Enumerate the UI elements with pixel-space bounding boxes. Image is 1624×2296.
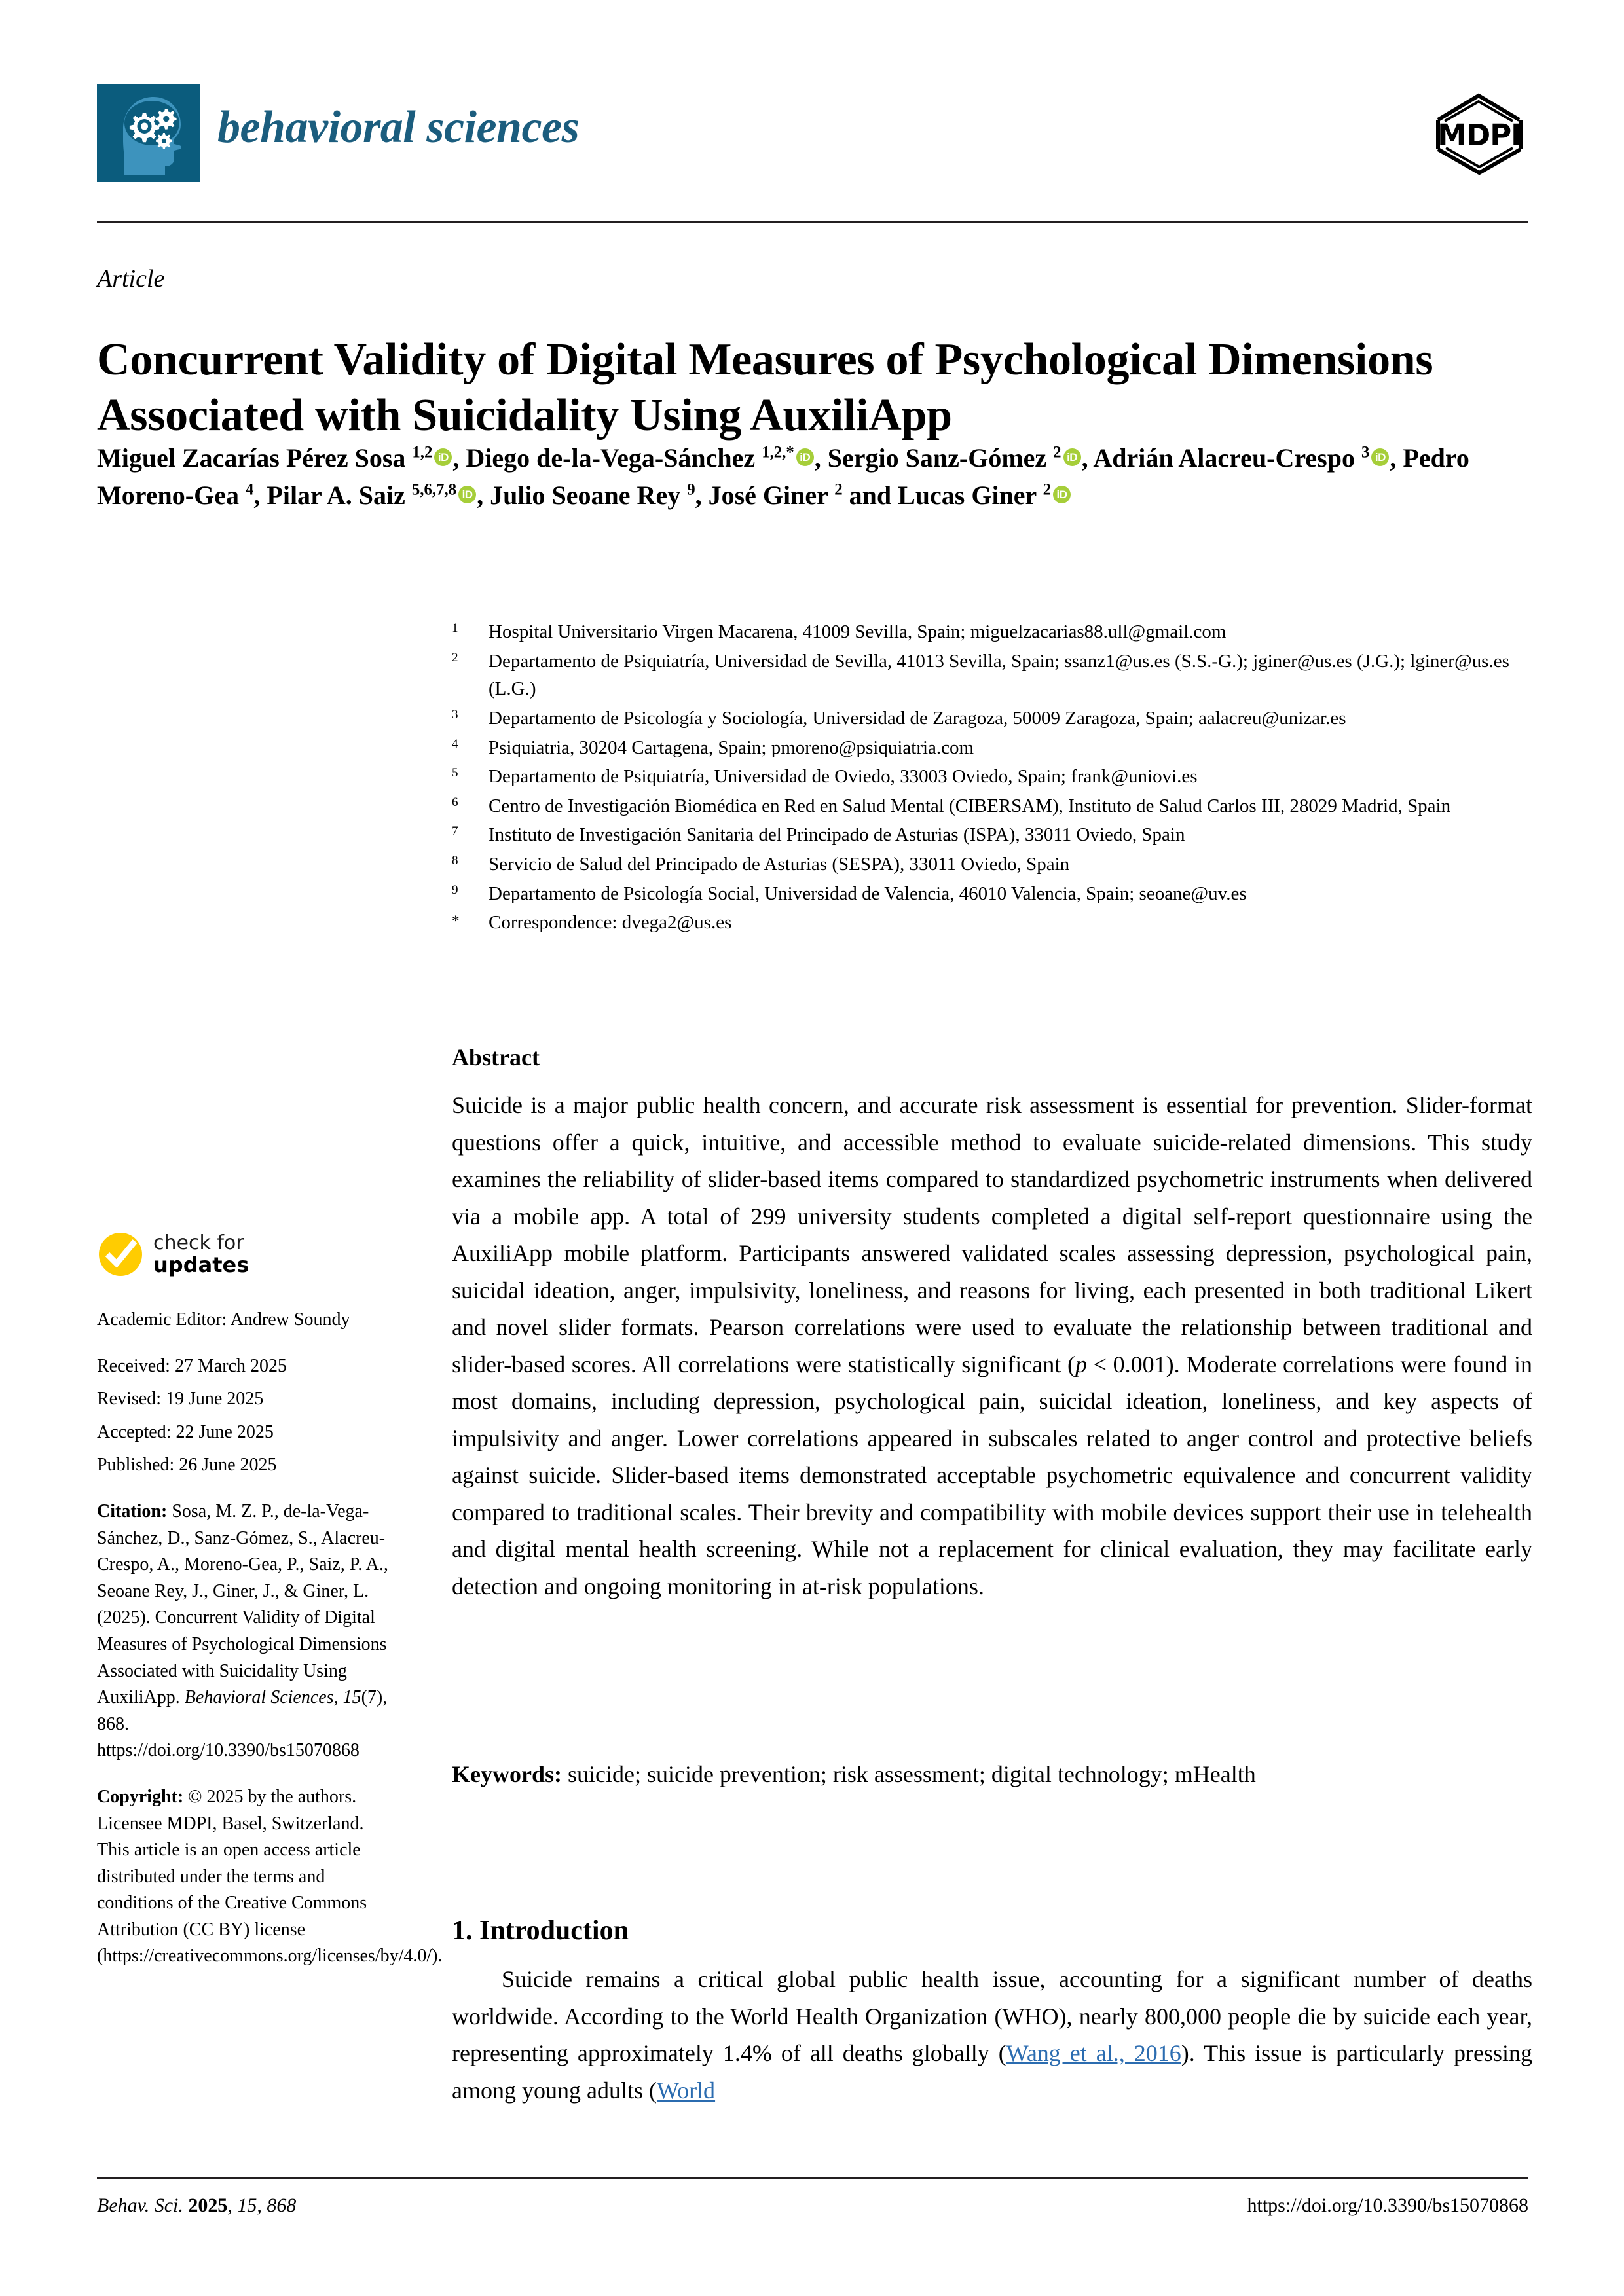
date-revised: Revised: 19 June 2025 bbox=[97, 1389, 264, 1410]
academic-editor: Academic Editor: Andrew Soundy bbox=[97, 1309, 350, 1330]
orcid-icon[interactable]: iD bbox=[796, 448, 814, 466]
header-divider bbox=[97, 221, 1528, 223]
affiliation-text: Instituto de Investigación Sanitaria del Principado de Asturias (ISPA), 33011 Oviedo, Spain bbox=[489, 824, 1185, 846]
affiliation-marker: 6 bbox=[452, 795, 458, 809]
author-separator: , bbox=[1081, 443, 1094, 473]
author-affiliation-marker: 1,2,* bbox=[762, 443, 794, 462]
page-title: Concurrent Validity of Digital Measures of Psychological Dimensions Associated with Suicidality Using AuxiliApp bbox=[97, 334, 1433, 441]
affiliation-text: Departamento de Psiquiatría, Universidad de Oviedo, 33003 Oviedo, Spain; frank@uniovi.es bbox=[489, 766, 1198, 788]
affiliation-text: Psiquiatria, 30204 Cartagena, Spain; pmoreno@psiquiatria.com bbox=[489, 737, 974, 758]
journal-name: behavioral sciences bbox=[217, 102, 580, 153]
author-name: and Lucas Giner bbox=[849, 480, 1043, 510]
orcid-icon[interactable]: iD bbox=[458, 486, 476, 503]
orcid-icon[interactable]: iD bbox=[434, 448, 452, 466]
citation-authors: Sosa, M. Z. P., de-la-Vega-Sánchez, D., Sanz-Gómez, S., Alacreu-Crespo, A., Moreno-Gea, P., Saiz, P. A., Seoane Rey, J., Giner, J., & Giner, L. (2025). Concurrent Validity of Digital Measures of Psychological Dimensions Associated with Suicidality Using AuxiliApp. bbox=[97, 1501, 388, 1708]
citation-link-wang-2016[interactable]: Wang et al., 2016 bbox=[1006, 2040, 1181, 2067]
affiliation-marker: 8 bbox=[452, 854, 458, 867]
author-affiliation-marker: 1,2 bbox=[412, 443, 433, 462]
keywords-label: Keywords: bbox=[452, 1761, 562, 1787]
yellow-check-badge-icon bbox=[97, 1231, 144, 1278]
affiliation-marker: 4 bbox=[452, 737, 458, 751]
affiliation-row bbox=[452, 618, 1532, 646]
author-name: Pilar A. Saiz bbox=[267, 480, 412, 510]
crossmark-check-for-updates-badge[interactable] bbox=[97, 1231, 395, 1278]
intro-text-2: ). This issue is particularly pressing among young adults ( bbox=[452, 2040, 1532, 2104]
sidebar-metadata bbox=[97, 1231, 443, 1990]
abstract-heading: Abstract bbox=[452, 1044, 540, 1070]
copyright-text: © 2025 by the authors. Licensee MDPI, Basel, Switzerland. This article is an open access article distributed under the terms and conditions of the Creative Commons Attribution (CC BY) license (https://creativecommons.org/licenses/by/4.0/). bbox=[97, 1786, 443, 1967]
affiliation-list bbox=[452, 618, 1532, 938]
author-affiliation-marker: 9 bbox=[687, 481, 695, 499]
author-list bbox=[97, 440, 1485, 515]
citation-doi[interactable]: https://doi.org/10.3390/bs15070868 bbox=[97, 1740, 360, 1761]
head-with-gears-icon bbox=[97, 84, 200, 182]
citation-block bbox=[97, 1499, 395, 1764]
author-separator: , bbox=[1390, 443, 1403, 473]
footer-citation bbox=[97, 2195, 296, 2217]
orcid-icon[interactable]: iD bbox=[1371, 448, 1389, 466]
orcid-icon[interactable]: iD bbox=[1063, 448, 1081, 466]
author-separator bbox=[843, 481, 849, 510]
footer-volume-page: , 15, 868 bbox=[227, 2195, 297, 2216]
affiliation-row bbox=[452, 821, 1532, 849]
author-affiliation-marker: 2 bbox=[1043, 481, 1051, 499]
author-affiliation-marker: 4 bbox=[245, 481, 254, 499]
footer-year: 2025 bbox=[183, 2195, 228, 2216]
orcid-icon[interactable]: iD bbox=[1053, 486, 1071, 503]
abstract-p-symbol: p bbox=[1075, 1351, 1087, 1377]
author-name: Sergio Sanz-Gómez bbox=[827, 443, 1054, 473]
affiliation-row bbox=[452, 850, 1532, 879]
keywords-list: suicide; suicide prevention; risk assessment; digital technology; mHealth bbox=[561, 1761, 1256, 1787]
citation-label: Citation: bbox=[97, 1501, 168, 1522]
journal-brand bbox=[97, 84, 579, 182]
footer-doi-link[interactable]: https://doi.org/10.3390/bs15070868 bbox=[1247, 2195, 1528, 2216]
copyright-block bbox=[97, 1784, 443, 1970]
author-affiliation-marker: 3 bbox=[1361, 443, 1370, 462]
introduction-text bbox=[452, 1961, 1532, 2109]
mdpi-logo bbox=[1430, 84, 1528, 182]
affiliation-text: Hospital Universitario Virgen Macarena, 41009 Sevilla, Spain; miguelzacarias88.ull@gmail.com bbox=[489, 621, 1227, 642]
date-received: Received: 27 March 2025 bbox=[97, 1355, 287, 1376]
affiliation-marker: 7 bbox=[452, 824, 458, 839]
author-name: Miguel Zacarías Pérez Sosa bbox=[97, 443, 413, 473]
date-published: Published: 26 June 2025 bbox=[97, 1455, 277, 1476]
affiliation-marker: 3 bbox=[452, 707, 458, 721]
masthead bbox=[97, 84, 1528, 195]
author-name: Diego de-la-Vega-Sánchez bbox=[466, 443, 762, 473]
author-separator: , bbox=[253, 480, 267, 510]
section-heading-introduction: 1. Introduction bbox=[452, 1916, 629, 1946]
article-type-label: Article bbox=[97, 265, 165, 293]
author-separator: , bbox=[695, 480, 709, 510]
author-name: Adrián Alacreu-Crespo bbox=[1093, 443, 1361, 473]
author-affiliation-marker: 2 bbox=[834, 481, 843, 499]
page-footer bbox=[97, 2195, 1528, 2217]
affiliation-marker: 5 bbox=[452, 766, 458, 780]
affiliation-text: Servicio de Salud del Principado de Asturias (SESPA), 33011 Oviedo, Spain bbox=[489, 854, 1070, 875]
affiliation-text: Departamento de Psicología Social, Universidad de Valencia, 46010 Valencia, Spain; seoane@uv.es bbox=[489, 883, 1247, 904]
author-name: Julio Seoane Rey bbox=[490, 480, 688, 510]
date-accepted: Accepted: 22 June 2025 bbox=[97, 1421, 274, 1442]
affiliation-row bbox=[452, 704, 1532, 733]
author-name: José Giner bbox=[708, 480, 835, 510]
affiliation-text: Departamento de Psiquiatría, Universidad de Sevilla, 41013 Sevilla, Spain; ssanz1@us.es (S.S.-G.); jginer@us.es (J.G.); lginer@us.es (L.G.) bbox=[489, 650, 1509, 700]
affiliation-marker: 2 bbox=[452, 650, 458, 665]
affiliation-row bbox=[452, 792, 1532, 820]
author-affiliation-marker: 5,6,7,8 bbox=[411, 481, 457, 499]
affiliation-marker: 9 bbox=[452, 883, 458, 897]
copyright-label: Copyright: bbox=[97, 1786, 184, 1807]
affiliation-row bbox=[452, 647, 1532, 703]
affiliation-text: Departamento de Psicología y Sociología, Universidad de Zaragoza, 50009 Zaragoza, Spain; aalacreu@unizar.es bbox=[489, 707, 1346, 729]
citation-link-world[interactable]: World bbox=[656, 2077, 716, 2104]
abstract-part-1: Suicide is a major public health concern, and accurate risk assessment is essential for prevention. Slider-format questions offer a quick, intuitive, and accessible method to evaluate suicide-related dimensions. This study examines the reliability of slider-based items compared to standardized psychometric instruments when delivered via a mobile app. A total of 299 university students completed a digital self-report questionnaire using the AuxiliApp mobile platform. Participants answered validated scales assessing depression, psychological pain, suicidal ideation, anger, impulsivity, loneliness, and reasons for living, each presented in both traditional Likert and novel slider formats. Pearson correlations were used to evaluate the relationship between traditional and slider-based scores. All correlations were statistically significant ( bbox=[452, 1092, 1532, 1377]
affiliation-text: Correspondence: dvega2@us.es bbox=[489, 912, 732, 934]
author-separator: , bbox=[477, 480, 490, 510]
author-separator: , bbox=[452, 443, 466, 473]
citation-volume: , 15 bbox=[333, 1687, 361, 1708]
affiliation-marker: 1 bbox=[452, 621, 458, 635]
citation-issue: (7), 868. bbox=[97, 1687, 388, 1734]
affiliation-row bbox=[452, 734, 1532, 762]
author-affiliation-marker: 2 bbox=[1053, 443, 1061, 462]
author-name: Pedro Moreno-Gea bbox=[97, 443, 1469, 510]
updates-label: updates bbox=[153, 1252, 249, 1277]
affiliation-marker: * bbox=[452, 913, 460, 930]
abstract-part-2: < 0.001). Moderate correlations were found in most domains, including depression, psychological pain, suicidal ideation, loneliness, and key aspects of impulsivity and anger. Lower correlations appeared in subscales related to anger control and protective beliefs against suicide. Slider-based items demonstrated acceptable psychometric equivalence and concurrent validity compared to traditional scales. Their brevity and compatibility with mobile devices support their use in telehealth and digital mental health screening. While not a replacement for clinical evaluation, they may facilitate early detection and ongoing monitoring in at-risk populations. bbox=[452, 1351, 1532, 1599]
footer-divider bbox=[97, 2177, 1528, 2179]
check-for-label: check for bbox=[153, 1231, 244, 1254]
affiliation-text: Centro de Investigación Biomédica en Red en Salud Mental (CIBERSAM), Instituto de Salud Carlos III, 28029 Madrid, Spain bbox=[489, 795, 1451, 816]
citation-journal: Behavioral Sciences bbox=[184, 1687, 334, 1708]
affiliation-row bbox=[452, 763, 1532, 791]
keywords-row bbox=[452, 1757, 1532, 1792]
author-separator: , bbox=[814, 443, 828, 473]
intro-text-1: Suicide remains a critical global public health issue, accounting for a significant number of deaths worldwide. According to the World Health Organization (WHO), nearly 800,000 people die by suicide each year, representing approximately 1.4% of all deaths globally ( bbox=[452, 1966, 1532, 2067]
affiliation-row bbox=[452, 909, 1532, 937]
footer-journal-abbrev: Behav. Sci. bbox=[97, 2195, 183, 2216]
abstract-text bbox=[452, 1087, 1532, 1605]
svg-text:MDPI: MDPI bbox=[1437, 118, 1521, 153]
affiliation-row bbox=[452, 880, 1532, 908]
